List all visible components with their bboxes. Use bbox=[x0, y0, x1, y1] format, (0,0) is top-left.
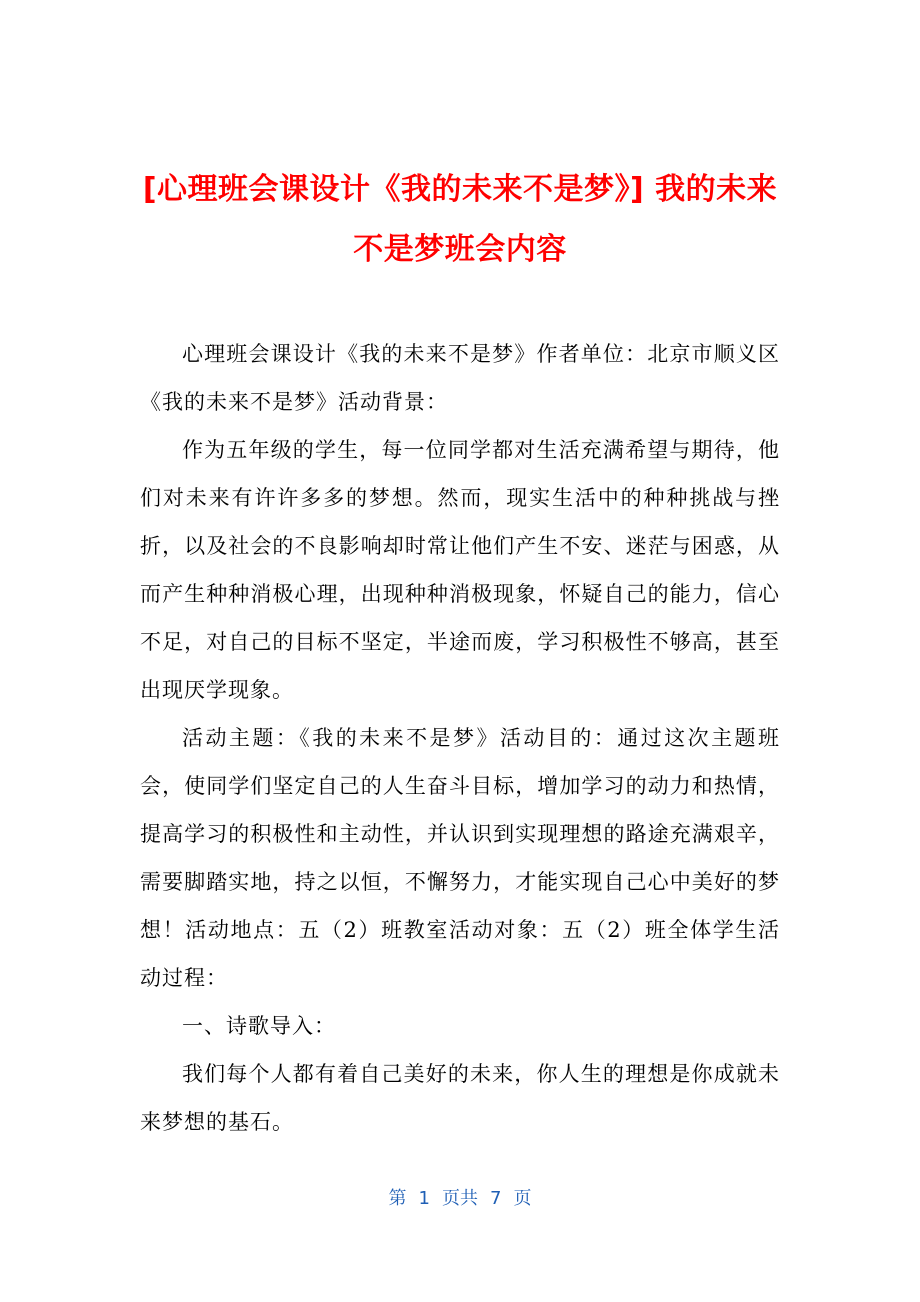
paragraph-theme-goal: 活动主题：《我的未来不是梦》活动目的：通过这次主题班会，使同学们坚定自己的人生奋斗目标，增加学习的动力和热情，提高学习的积极性和主动性，并认识到实现理想的路途充满艰辛，需要脚踏实地，持之以恒，不懈努力，才能实现自己心中美好的梦想！活动地点：五（2）班教室活动对象：五（2）班全体学生活动过程： bbox=[140, 726, 780, 990]
footer-prefix: 第 bbox=[388, 1188, 407, 1209]
page-footer bbox=[0, 1184, 920, 1210]
footer-total-pages: 7 bbox=[490, 1188, 502, 1209]
footer-middle: 页共 bbox=[442, 1188, 478, 1209]
document-title: [心理班会课设计《我的未来不是梦》] 我的未来不是梦班会内容 bbox=[142, 172, 778, 268]
paragraph-intro: 心理班会课设计《我的未来不是梦》作者单位：北京市顺义区《我的未来不是梦》活动背景： bbox=[140, 342, 780, 414]
document-body bbox=[140, 330, 780, 1146]
footer-suffix: 页 bbox=[513, 1188, 532, 1209]
footer-current-page: 1 bbox=[418, 1188, 430, 1209]
paragraph-poem-intro: 我们每个人都有着自己美好的未来，你人生的理想是你成就未来梦想的基石。 bbox=[140, 1062, 780, 1134]
paragraph-section-heading: 一、诗歌导入： bbox=[182, 1014, 336, 1038]
paragraph-background: 作为五年级的学生，每一位同学都对生活充满希望与期待，他们对未来有许许多多的梦想。然而，现实生活中的种种挑战与挫折，以及社会的不良影响却时常让他们产生不安、迷茫与困惑，从而产生种种消极心理，出现种种消极现象，怀疑自己的能力，信心不足，对自己的目标不坚定，半途而废，学习积极性不够高，甚至出现厌学现象。 bbox=[140, 438, 780, 702]
